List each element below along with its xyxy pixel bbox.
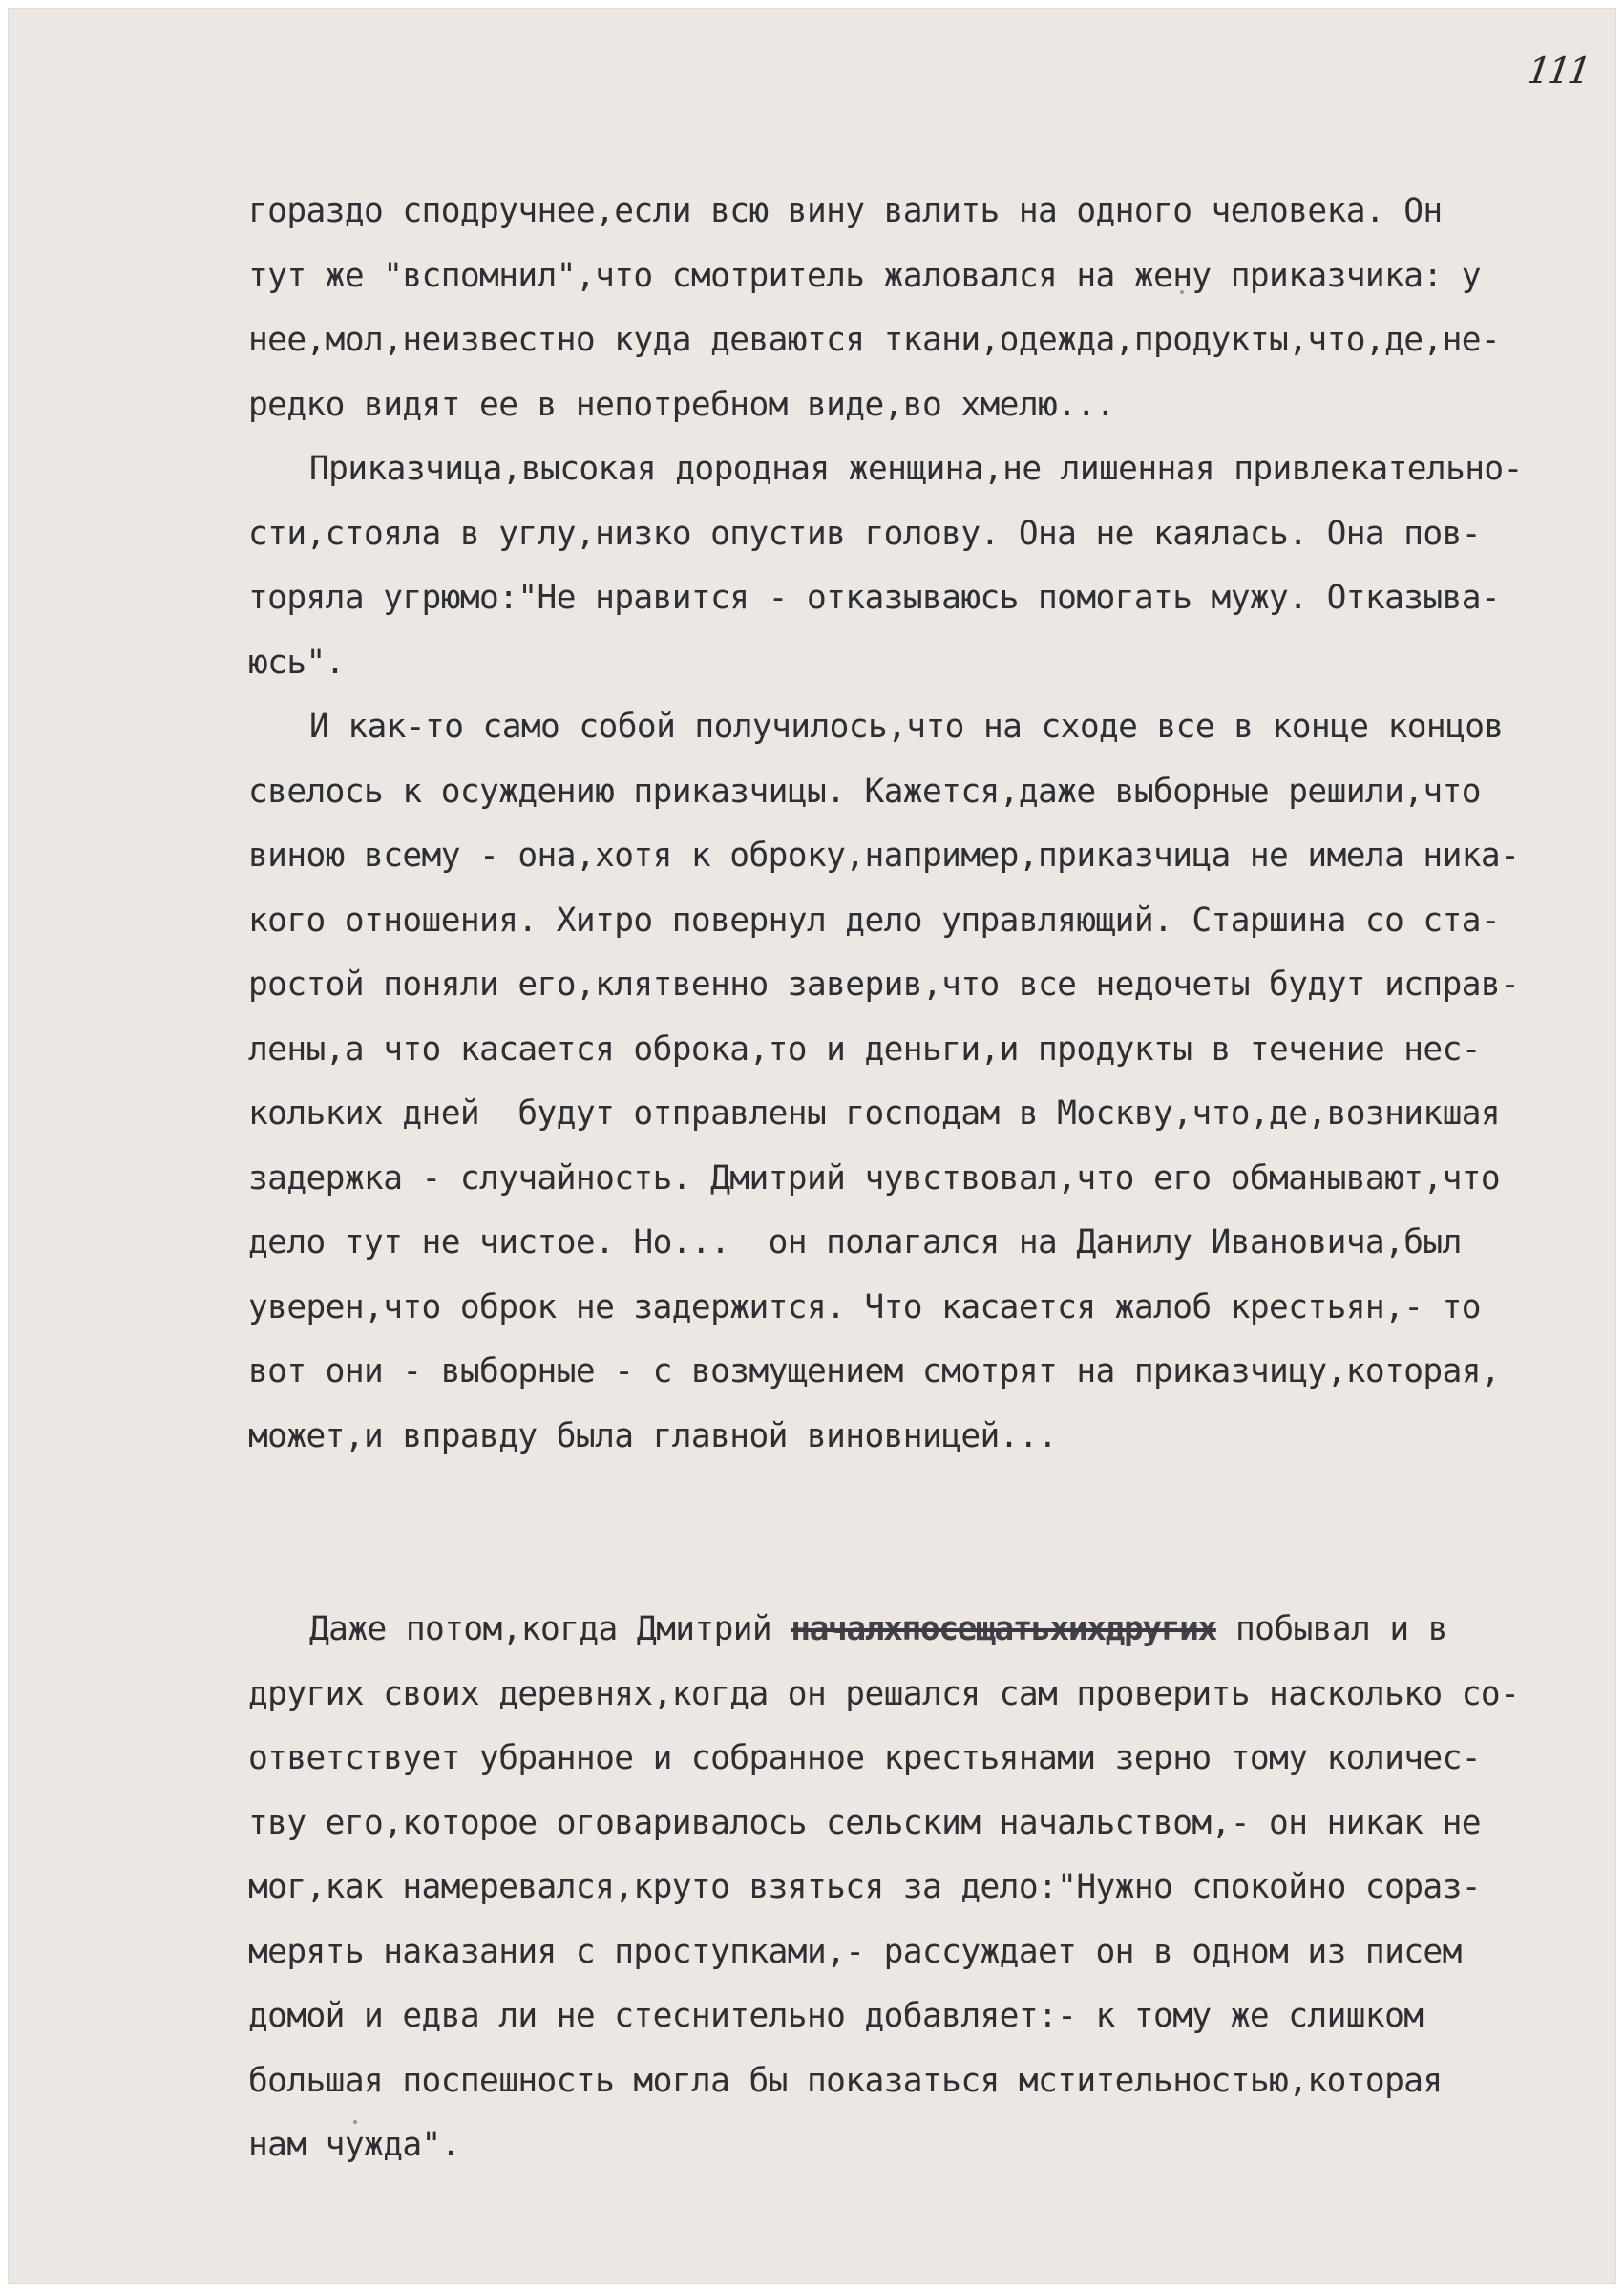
body-text (248, 180, 1604, 2178)
text-line: кого отношения. Хитро повернул дело управляющий. Старшина со ста- (248, 901, 1501, 940)
text-line: большая поспешность могла бы показаться мстительностью,которая (248, 2061, 1443, 2100)
line-start: Даже потом,когда Дмитрий (309, 1610, 791, 1648)
text-line: свелось к осуждению приказчицы. Кажется,даже выборные решили,что (248, 772, 1481, 811)
text-line: уверен,что оброк не задержится. Что касается жалоб крестьян,- то (248, 1287, 1481, 1326)
text-line: лены,а что касается оброка,то и деньги,и продукты в течение нес- (248, 1029, 1481, 1069)
text-line: Приказчица,высокая дородная женщина,не лишенная привлекательно- (309, 450, 1523, 488)
text-line: может,и вправду была главной виновницей... (248, 1416, 1058, 1455)
text-line (248, 1598, 1604, 1663)
text-line: ростой поняли его,клятвенно заверив,что все недочеты будут исправ- (248, 966, 1520, 1004)
text-line: тут же "вспомнил",что смотритель жаловался на жену приказчика: у (248, 256, 1481, 295)
text-line: нам чужда". (248, 2126, 460, 2164)
text-line: домой и едва ли не стеснительно добавляет:- к тому же слишком (248, 1997, 1424, 2035)
text-line: ответствует убранное и собранное крестьянами зерно тому количес- (248, 1739, 1481, 1777)
typewritten-page (8, 8, 1616, 2284)
text-line: И как-то само собой получилось,что на сходе все в конце концов (309, 708, 1504, 746)
text-line: других своих деревнях,когда он решался сам проверить насколько со- (248, 1674, 1520, 1713)
text-line: сти,стояла в углу,низко опустив голову. Она не каялась. Она пов- (248, 514, 1481, 553)
text-line: тву его,которое оговаривалось сельским начальством,- он никак не (248, 1803, 1481, 1842)
section-gap (248, 1469, 1604, 1598)
text-line: дело тут не чистое. Но... он полагался на Данилу Ивановича,был (248, 1223, 1462, 1262)
text-line: юсь". (248, 643, 345, 682)
text-line: кольких дней будут отправлены господам в Москву,что,де,возникшая (248, 1094, 1501, 1133)
text-line: виною всему - она,хотя к оброку,например,приказчица не имела ника- (248, 837, 1520, 875)
text-line: задержка - случайность. Дмитрий чувствовал,что его обманывают,что (248, 1158, 1501, 1198)
struck-out-text: началхпосещатьхихдругих (791, 1610, 1216, 1648)
text-line: нее,мол,неизвестно куда деваются ткани,одежда,продукты,что,де,не- (248, 321, 1501, 359)
page-number: 111 (1524, 50, 1592, 92)
paragraph-1 (248, 180, 1604, 437)
text-line: торяла угрюмо:"Не нравится - отказываюсь помогать мужу. Отказыва- (248, 579, 1501, 617)
line-end: побывал и в (1215, 1610, 1447, 1648)
text-line: мог,как намеревался,круто взяться за дело:"Нужно спокойно сораз- (248, 1868, 1481, 1906)
paragraph-2 (248, 437, 1604, 695)
text-line: вот они - выборные - с возмущением смотрят на приказчицу,которая, (248, 1352, 1501, 1390)
text-line: гораздо сподручнее,если всю вину валить на одного человека. Он (248, 192, 1443, 230)
paragraph-3 (248, 695, 1604, 1469)
paragraph-4 (248, 1598, 1604, 2178)
text-line: мерять наказания с проступками,- рассуждает он в одном из писем (248, 1932, 1462, 1971)
text-line: редко видят ее в непотребном виде,во хмелю... (248, 385, 1115, 424)
